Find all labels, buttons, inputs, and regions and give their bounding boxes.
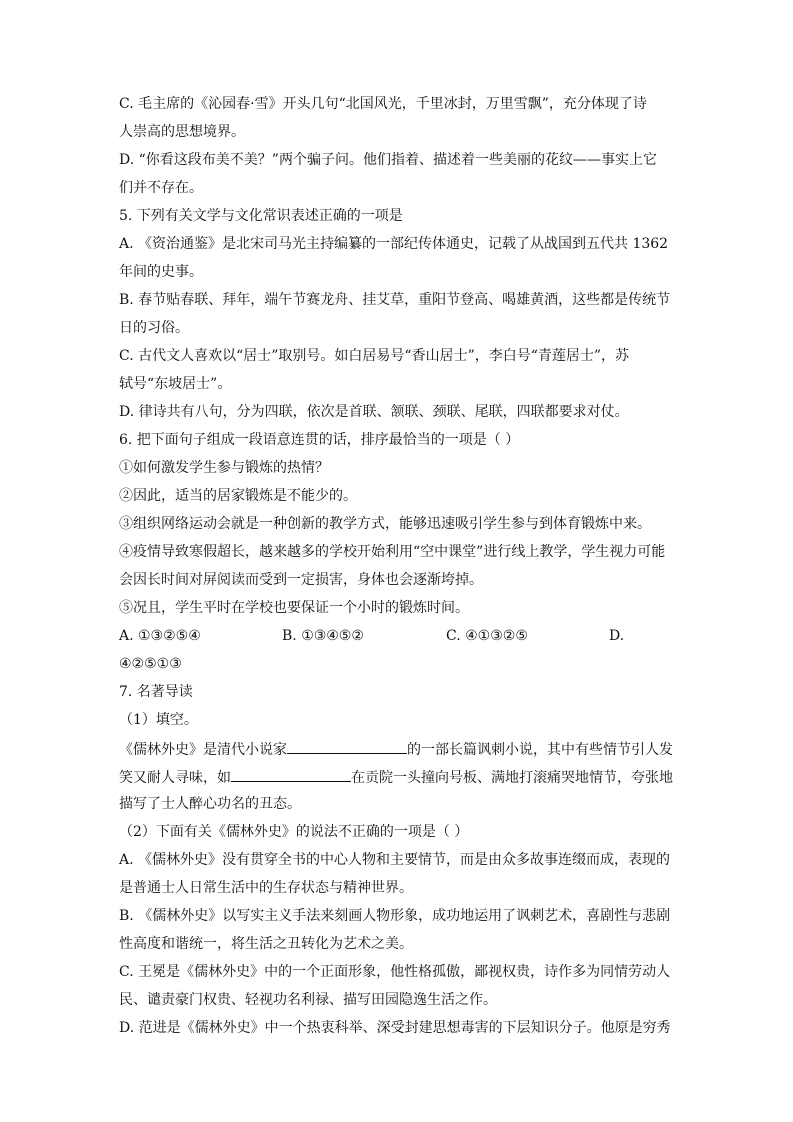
- fill1-suffix: 的一部长篇讽刺小说，其中有些情节引人发: [407, 742, 673, 758]
- q6-sentence-1: ①如何激发学生参与锻炼的热情？: [119, 460, 329, 476]
- q5-option-b-line1: B. 春节贴春联、拜年，端午节赛龙舟、挂艾草，重阳节登高、喝雄黄酒，这些都是传统节: [119, 292, 671, 308]
- q7-fill-line1: [119, 738, 673, 758]
- q6-sentence-4-line2: 会因长时间对屏阅读而受到一定损害，身体也会逐渐垮掉。: [119, 572, 483, 588]
- fill2-suffix: 在贡院一头撞向号板、满地打滚痛哭地情节，夸张地: [351, 770, 673, 786]
- q7-fill-line2: [119, 766, 673, 786]
- q6-option-d-label: D.: [609, 628, 625, 644]
- q4-option-d-line1: D. “你看这段布美不美？”两个骗子问。他们指着、描述着一些美丽的花纹——事实上它: [119, 152, 657, 168]
- q6-option-d-value: ④②⑤①③: [119, 656, 182, 672]
- q7-option-a-line2: 是普通士人日常生活中的生存状态与精神世界。: [119, 880, 413, 896]
- q7-option-b-line1: B. 《儒林外史》以写实主义手法来刻画人物形象，成功地运用了讽刺艺术，喜剧性与悲剧: [119, 908, 671, 924]
- q5-option-b-line2: 日的习俗。: [119, 320, 189, 336]
- q4-option-c-line1: C. 毛主席的《沁园春·雪》开头几句“北国风光，千里冰封，万里雪飘”，充分体现了诗: [119, 96, 647, 112]
- q6-option-b: B. ①③④⑤②: [282, 628, 364, 644]
- q5-option-d: D. 律诗共有八句，分为四联，依次是首联、颔联、颈联、尾联，四联都要求对仗。: [119, 404, 629, 420]
- character-blank[interactable]: [231, 766, 351, 782]
- q6-stem: 6. 把下面句子组成一段语意连贯的话，排序最恰当的一项是（ ）: [119, 432, 520, 448]
- q7-option-a-line1: A. 《儒林外史》没有贯穿全书的中心人物和主要情节，而是由众多故事连缀而成，表现的: [119, 852, 671, 868]
- q5-option-c-line2: 轼号“东坡居士”。: [119, 376, 232, 392]
- author-blank[interactable]: [287, 738, 407, 754]
- q7-part1-heading: （1）填空。: [119, 712, 198, 728]
- q7-fill-line3: 描写了士人醉心功名的丑态。: [119, 796, 301, 812]
- q6-option-a: A. ①③②⑤④: [119, 628, 201, 644]
- q7-option-c-line1: C. 王冕是《儒林外史》中的一个正面形象，他性格孤傲，鄙视权贵，诗作多为同情劳动人: [119, 964, 671, 980]
- q6-sentence-3: ③组织网络运动会就是一种创新的教学方式，能够迅速吸引学生参与到体育锻炼中来。: [119, 516, 651, 532]
- fill1-prefix: 《儒林外史》是清代小说家: [119, 742, 287, 758]
- q7-stem: 7. 名著导读: [119, 684, 193, 700]
- q5-option-a-line1: A. 《资治通鉴》是北宋司马光主持编纂的一部纪传体通史，记载了从战国到五代共 1362: [119, 236, 669, 252]
- q7-option-d-line1: D. 范进是《儒林外史》中一个热衷科举、深受封建思想毒害的下层知识分子。他原是穷秀: [119, 1020, 671, 1036]
- q7-option-b-line2: 性高度和谐统一，将生活之丑转化为艺术之美。: [119, 936, 413, 952]
- q4-option-d-line2: 们并不存在。: [119, 180, 203, 196]
- fill2-prefix: 笑又耐人寻味，如: [119, 770, 231, 786]
- q5-stem: 5. 下列有关文学与文化常识表述正确的一项是: [119, 208, 403, 224]
- q6-option-c: C. ④①③②⑤: [446, 628, 528, 644]
- q7-part2-heading: （2）下面有关《儒林外史》的说法不正确的一项是（ ）: [119, 824, 469, 840]
- q5-option-c-line1: C. 古代文人喜欢以“居士”取别号。如白居易号“香山居士”，李白号“青莲居士”，苏: [119, 348, 630, 364]
- q6-sentence-4-line1: ④疫情导致寒假超长，越来越多的学校开始利用“空中课堂”进行线上教学，学生视力可能: [119, 544, 666, 560]
- q7-option-c-line2: 民、谴责豪门权贵、轻视功名利禄、描写田园隐逸生活之作。: [119, 992, 497, 1008]
- q6-sentence-2: ②因此，适当的居家锻炼是不能少的。: [119, 488, 357, 504]
- q5-option-a-line2: 年间的史事。: [119, 264, 203, 280]
- q6-sentence-5: ⑤况且，学生平时在学校也要保证一个小时的锻炼时间。: [119, 600, 469, 616]
- q4-option-c-line2: 人崇高的思想境界。: [119, 124, 245, 140]
